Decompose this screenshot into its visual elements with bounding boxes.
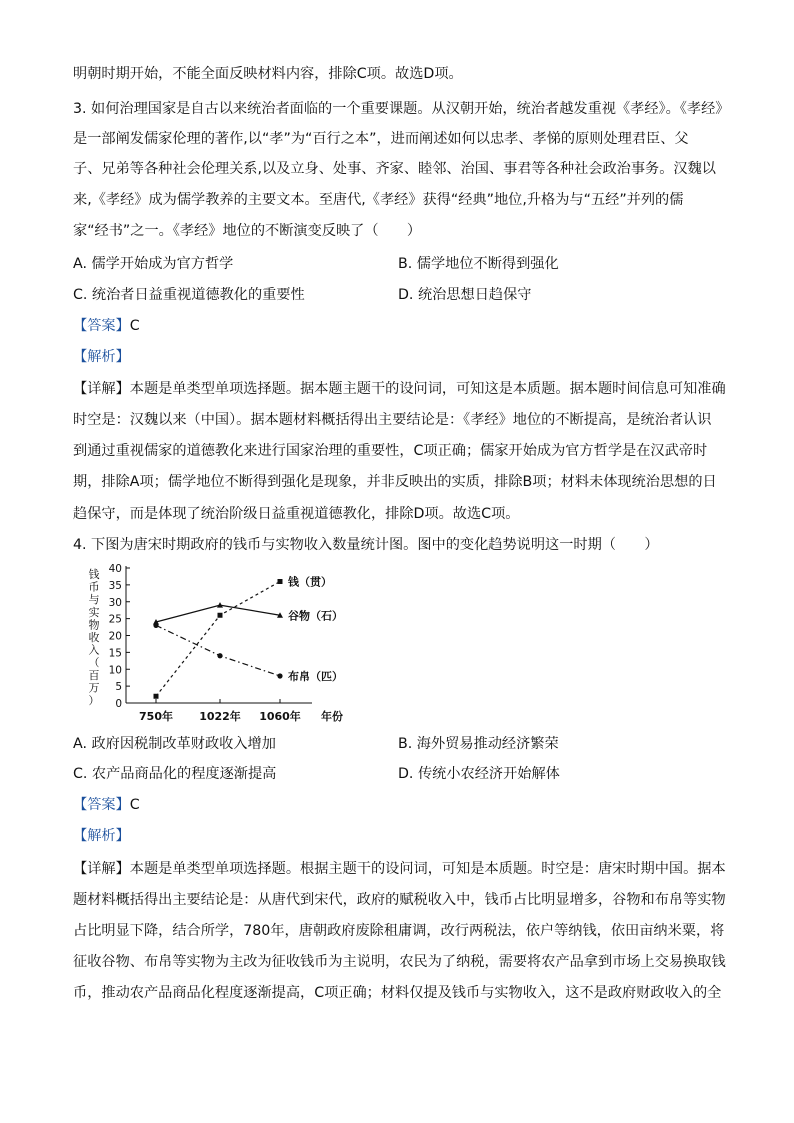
data-point xyxy=(278,579,283,584)
q3-option-c: C. 统治者日益重视道德教化的重要性 xyxy=(73,287,305,303)
data-point xyxy=(218,613,223,618)
x-tick-label: 750年 xyxy=(139,710,173,723)
data-point xyxy=(277,673,282,678)
legend-label-2: 谷物（石） xyxy=(288,609,343,623)
q3-stem-line-4: 来,《孝经》成为儒学教养的主要文本。至唐代,《孝经》获得“经典”地位,升格为与“五经”并列的儒 xyxy=(73,192,684,208)
y-axis-label-char: ） xyxy=(88,694,100,707)
y-axis-label-char: 百 xyxy=(88,668,100,682)
q4-option-c: C. 农产品商品化的程度逐渐提高 xyxy=(73,766,277,782)
series-line-3 xyxy=(156,625,280,676)
q3-option-d: D. 统治思想日趋保守 xyxy=(398,287,532,303)
q4-detail-line-4: 征收谷物、布帛等实物为主改为征收钱币为主说明，农民为了纳税，需要将农产品拿到市场上交易换取钱 xyxy=(73,954,726,970)
x-tick-label: 1022年 xyxy=(199,710,241,723)
q3-stem-line-3: 子、兄弟等各种社会伦理关系,以及立身、处事、齐家、睦邻、治国、事君等各种社会政治事务。汉魏以 xyxy=(73,161,716,177)
q4-option-a: A. 政府因税制改革财政收入增加 xyxy=(73,736,276,752)
q4-detail-line-5: 币，推动农产品商品化程度逐渐提高，C项正确；材料仅提及钱币与实物收入，这不是政府财政收入的全 xyxy=(73,985,722,1001)
x-axis-title: 年份 xyxy=(321,710,343,723)
q3-answer xyxy=(73,316,140,336)
q4-option-b: B. 海外贸易推动经济繁荣 xyxy=(398,736,559,752)
q3-detail-line-4: 期，排除A项；儒学地位不断得到强化是现象，并非反映出的实质，排除B项；材料未体现统治思想的日 xyxy=(73,474,717,490)
y-tick-label: 35 xyxy=(108,579,122,592)
y-tick-label: 10 xyxy=(108,664,122,677)
q3-stem-line-2: 是一部阐发儒家伦理的著作,以“孝”为“百行之本”，进而阐述如何以忠孝、孝悌的原则处理君臣、父 xyxy=(73,131,689,147)
q3-detail-line-1: 【详解】本题是单类型单项选择题。据本题主题干的设问词，可知这是本质题。据本题时间信息可知准确 xyxy=(73,381,726,397)
y-axis-label-char: 币 xyxy=(88,580,100,594)
q3-answer-label: 【答案】 xyxy=(73,318,130,334)
q3-option-a: A. 儒学开始成为官方哲学 xyxy=(73,256,234,272)
q3-option-b: B. 儒学地位不断得到强化 xyxy=(398,256,559,272)
y-tick-label: 40 xyxy=(108,563,122,575)
legend-label-3: 布帛（匹） xyxy=(288,670,343,683)
q3-detail-line-3: 到通过重视儒家的道德教化来进行国家治理的重要性，C项正确；儒家开始成为官方哲学是在汉武帝时 xyxy=(73,443,708,459)
q4-detail-line-2: 题材料概括得出主要结论是：从唐代到宋代，政府的赋税收入中，钱币占比明显增多，谷物和布帛等实物 xyxy=(73,892,726,908)
y-axis-label-char: 实 xyxy=(88,605,100,619)
y-axis-label-char: 与 xyxy=(88,593,100,607)
q3-detail-line-5: 趋保守，而是体现了统治阶级日益重视道德教化，排除D项。故选C项。 xyxy=(73,506,520,522)
q3-detail-line-2: 时空是：汉魏以来（中国）。据本题材料概括得出主要结论是：《孝经》地位的不断提高，是统治者认识 xyxy=(73,412,712,428)
y-axis-label-char: 入 xyxy=(88,643,100,657)
q4-option-d: D. 传统小农经济开始解体 xyxy=(398,766,560,782)
y-axis-label-char: 物 xyxy=(88,618,100,632)
y-tick-label: 30 xyxy=(108,596,122,609)
q4-answer xyxy=(73,795,140,815)
data-point xyxy=(154,694,159,699)
q4-detail-line-3: 占比明显下降，结合所学，780年，唐朝政府废除租庸调，改行两税法，依户等纳钱，依田亩纳米粟，将 xyxy=(73,923,725,939)
income-line-chart xyxy=(80,560,370,725)
q4-answer-value: C xyxy=(129,797,140,813)
q4-detail-line-1: 【详解】本题是单类型单项选择题。根据主题干的设问词，可知是本质题。时空是：唐宋时期中国。据本 xyxy=(73,861,726,877)
y-axis-label-char: （ xyxy=(88,656,100,670)
y-tick-label: 20 xyxy=(108,630,122,643)
y-axis-label-char: 收 xyxy=(88,631,100,644)
y-tick-label: 25 xyxy=(108,613,122,626)
q4-answer-label: 【答案】 xyxy=(73,797,130,813)
y-tick-label: 0 xyxy=(115,698,122,710)
q3-answer-value: C xyxy=(129,318,140,334)
question-2-tail: 明朝时期开始，不能全面反映材料内容，排除C项。故选D项。 xyxy=(73,66,463,82)
q3-stem-line-1: 3. 如何治理国家是自古以来统治者面临的一个重要课题。从汉朝开始，统治者越发重视《孝经》。《孝经》 xyxy=(73,101,730,117)
data-point xyxy=(217,653,222,658)
q4-stem: 4. 下图为唐宋时期政府的钱币与实物收入数量统计图。图中的变化趋势说明这一时期（ ） xyxy=(73,537,659,553)
y-axis-label-char: 万 xyxy=(88,681,100,695)
q3-analysis-label: 【解析】 xyxy=(73,349,130,365)
data-point xyxy=(153,623,158,628)
y-axis-label-char: 钱 xyxy=(88,568,100,581)
x-tick-label: 1060年 xyxy=(259,710,301,723)
series-line-1 xyxy=(156,582,280,697)
y-tick-label: 15 xyxy=(108,647,122,660)
legend-label-1: 钱（贯） xyxy=(288,575,332,589)
q4-analysis-label: 【解析】 xyxy=(73,828,130,844)
y-tick-label: 5 xyxy=(115,681,122,694)
q3-stem-line-5: 家“经书”之一。《孝经》地位的不断演变反映了（ ） xyxy=(73,223,422,239)
